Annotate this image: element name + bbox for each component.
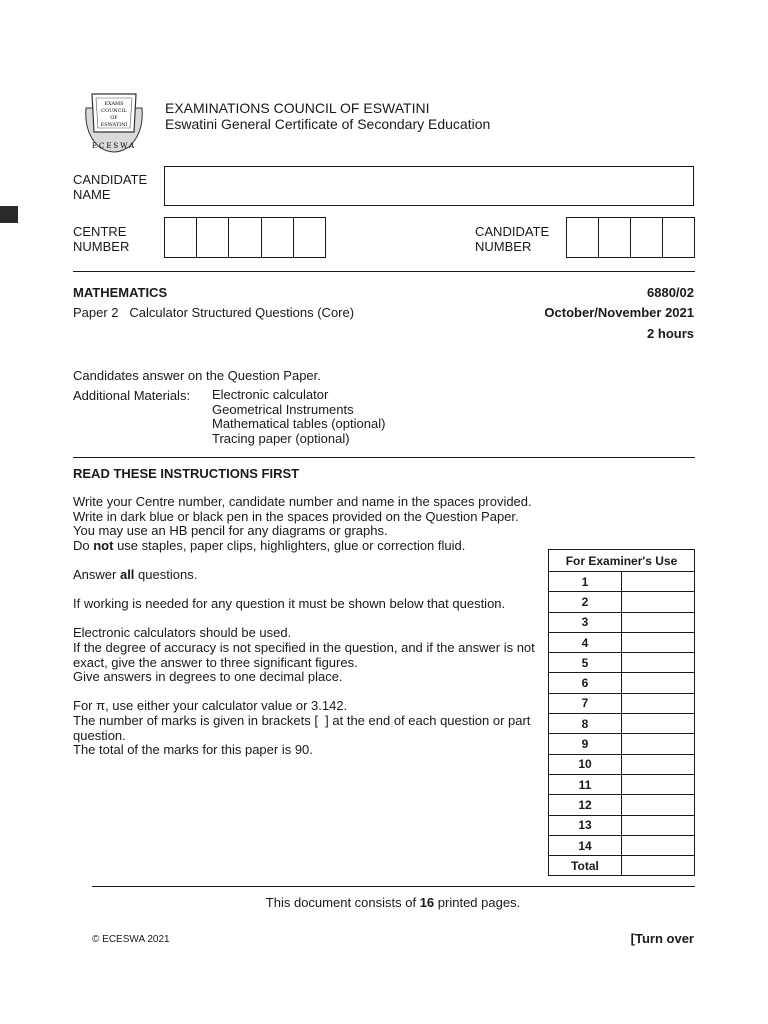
divider bbox=[73, 457, 695, 458]
examiner-row bbox=[549, 632, 695, 652]
question-number: 1 bbox=[549, 572, 622, 592]
mark-cell[interactable] bbox=[622, 714, 695, 734]
instruction-line: The number of marks is given in brackets [ ] at the end of each question or part bbox=[73, 712, 531, 728]
text: use staples, paper clips, highlighters, glue or correction fluid. bbox=[113, 537, 466, 553]
examiner-row bbox=[549, 612, 695, 632]
examiner-row bbox=[549, 653, 695, 673]
logo-text-3: OF bbox=[110, 115, 118, 121]
digit-box[interactable] bbox=[631, 218, 663, 257]
question-number: 10 bbox=[549, 754, 622, 774]
mark-cell[interactable] bbox=[622, 835, 695, 855]
mark-cell[interactable] bbox=[622, 592, 695, 612]
mark-cell[interactable] bbox=[622, 572, 695, 592]
text: Answer bbox=[73, 566, 120, 582]
instruction-answer-all bbox=[73, 568, 543, 583]
examiner-row bbox=[549, 572, 695, 592]
mark-cell[interactable] bbox=[622, 856, 695, 876]
digit-box[interactable] bbox=[599, 218, 631, 257]
digit-box[interactable] bbox=[197, 218, 229, 257]
page-count: 16 bbox=[419, 895, 435, 910]
label-line-2: NUMBER bbox=[475, 239, 532, 254]
examiners-use-title: For Examiner's Use bbox=[549, 550, 695, 572]
mark-cell[interactable] bbox=[622, 815, 695, 835]
question-number: 5 bbox=[549, 653, 622, 673]
page-count-note bbox=[0, 895, 768, 910]
logo-text-4: ESWATINI bbox=[100, 122, 128, 128]
candidate-number-field[interactable] bbox=[566, 217, 695, 258]
question-number: 6 bbox=[549, 673, 622, 693]
logo-ring-text: ECESWA bbox=[91, 142, 137, 150]
turn-over: [Turn over bbox=[630, 931, 694, 946]
label-line-1: CANDIDATE bbox=[73, 172, 148, 187]
instruction-line: question. bbox=[73, 727, 126, 743]
mark-cell[interactable] bbox=[622, 693, 695, 713]
instruction-line: You may use an HB pencil for any diagrams or graphs. bbox=[73, 523, 388, 539]
label-line-1: CANDIDATE bbox=[475, 224, 550, 239]
materials-list bbox=[212, 388, 385, 446]
question-number: 2 bbox=[549, 592, 622, 612]
question-number: 11 bbox=[549, 774, 622, 794]
question-number: 9 bbox=[549, 734, 622, 754]
examiner-row bbox=[549, 754, 695, 774]
eceswa-logo bbox=[78, 88, 150, 160]
label-line-2: NUMBER bbox=[73, 239, 130, 254]
label-line-1: CENTRE bbox=[73, 224, 127, 239]
examiner-row bbox=[549, 795, 695, 815]
mark-cell[interactable] bbox=[622, 673, 695, 693]
logo-text-2: COUNCIL bbox=[101, 108, 127, 114]
digit-box[interactable] bbox=[262, 218, 294, 257]
paper-title: Paper 2 Calculator Structured Questions (Core) bbox=[73, 305, 355, 320]
examiner-row bbox=[549, 592, 695, 612]
mark-cell[interactable] bbox=[622, 734, 695, 754]
question-number: Total bbox=[549, 856, 622, 876]
examiner-row bbox=[549, 714, 695, 734]
emphasis: all bbox=[119, 566, 135, 582]
instruction-do-not bbox=[73, 539, 543, 554]
question-number: 13 bbox=[549, 815, 622, 835]
logo-text-1: EXAMS bbox=[104, 101, 124, 107]
examiner-row bbox=[549, 815, 695, 835]
instruction-line: If working is needed for any question it must be shown below that question. bbox=[73, 596, 506, 612]
answer-on-note: Candidates answer on the Question Paper. bbox=[73, 368, 321, 383]
mark-cell[interactable] bbox=[622, 754, 695, 774]
text: Do bbox=[73, 537, 94, 553]
material-item: Tracing paper (optional) bbox=[212, 430, 350, 446]
page-edge-tab bbox=[0, 206, 18, 223]
mark-cell[interactable] bbox=[622, 632, 695, 652]
examiners-use-table bbox=[548, 549, 695, 876]
centre-number-field[interactable] bbox=[164, 217, 326, 258]
examiner-row bbox=[549, 673, 695, 693]
material-item: Electronic calculator bbox=[212, 387, 329, 402]
mark-cell[interactable] bbox=[622, 795, 695, 815]
question-number: 14 bbox=[549, 835, 622, 855]
question-number: 3 bbox=[549, 612, 622, 632]
instruction-line: If the degree of accuracy is not specified in the question, and if the answer is not bbox=[73, 639, 535, 655]
exam-session: October/November 2021 bbox=[544, 305, 694, 320]
candidate-name-field[interactable] bbox=[164, 166, 694, 206]
duration: 2 hours bbox=[647, 326, 694, 341]
examiner-row bbox=[549, 774, 695, 794]
text: This document consists of bbox=[265, 895, 420, 910]
divider bbox=[73, 271, 695, 272]
mark-cell[interactable] bbox=[622, 653, 695, 673]
mark-cell[interactable] bbox=[622, 612, 695, 632]
instruction-line: Write in dark blue or black pen in the spaces provided on the Question Paper. bbox=[73, 508, 519, 524]
emphasis: not bbox=[93, 537, 114, 553]
examiner-row bbox=[549, 856, 695, 876]
question-number: 12 bbox=[549, 795, 622, 815]
certificate-name: Eswatini General Certificate of Secondary Education bbox=[165, 116, 491, 132]
text: printed pages. bbox=[434, 895, 521, 910]
text: questions. bbox=[134, 566, 198, 582]
centre-number-label bbox=[73, 224, 129, 254]
candidate-name-label bbox=[73, 172, 147, 202]
mark-cell[interactable] bbox=[622, 774, 695, 794]
instruction-line: Electronic calculators should be used. bbox=[73, 625, 292, 641]
copyright: © ECESWA 2021 bbox=[92, 934, 170, 945]
examiner-row bbox=[549, 693, 695, 713]
digit-box[interactable] bbox=[663, 218, 694, 257]
footer-divider bbox=[92, 886, 695, 887]
question-number: 7 bbox=[549, 693, 622, 713]
label-line-2: NAME bbox=[73, 187, 111, 202]
instruction-line: Give answers in degrees to one decimal place. bbox=[73, 669, 343, 685]
paper-code: 6880/02 bbox=[647, 285, 694, 300]
material-item: Mathematical tables (optional) bbox=[212, 416, 386, 431]
instructions-body bbox=[73, 495, 543, 758]
examiner-row bbox=[549, 835, 695, 855]
digit-box[interactable] bbox=[567, 218, 599, 257]
instruction-line: Write your Centre number, candidate number and name in the spaces provided. bbox=[73, 494, 532, 509]
instruction-line: For π, use either your calculator value or 3.142. bbox=[73, 698, 348, 714]
materials-label: Additional Materials: bbox=[73, 388, 191, 403]
council-name: EXAMINATIONS COUNCIL OF ESWATINI bbox=[165, 100, 430, 116]
candidate-number-label bbox=[475, 224, 549, 254]
instruction-line: The total of the marks for this paper is 90. bbox=[73, 742, 313, 758]
instruction-line: exact, give the answer to three significant figures. bbox=[73, 654, 358, 670]
digit-box[interactable] bbox=[165, 218, 197, 257]
digit-box[interactable] bbox=[294, 218, 325, 257]
examiner-row bbox=[549, 734, 695, 754]
question-number: 8 bbox=[549, 714, 622, 734]
instructions-heading: READ THESE INSTRUCTIONS FIRST bbox=[73, 466, 300, 481]
digit-box[interactable] bbox=[229, 218, 261, 257]
subject: MATHEMATICS bbox=[73, 285, 168, 300]
material-item: Geometrical Instruments bbox=[212, 401, 354, 417]
question-number: 4 bbox=[549, 632, 622, 652]
